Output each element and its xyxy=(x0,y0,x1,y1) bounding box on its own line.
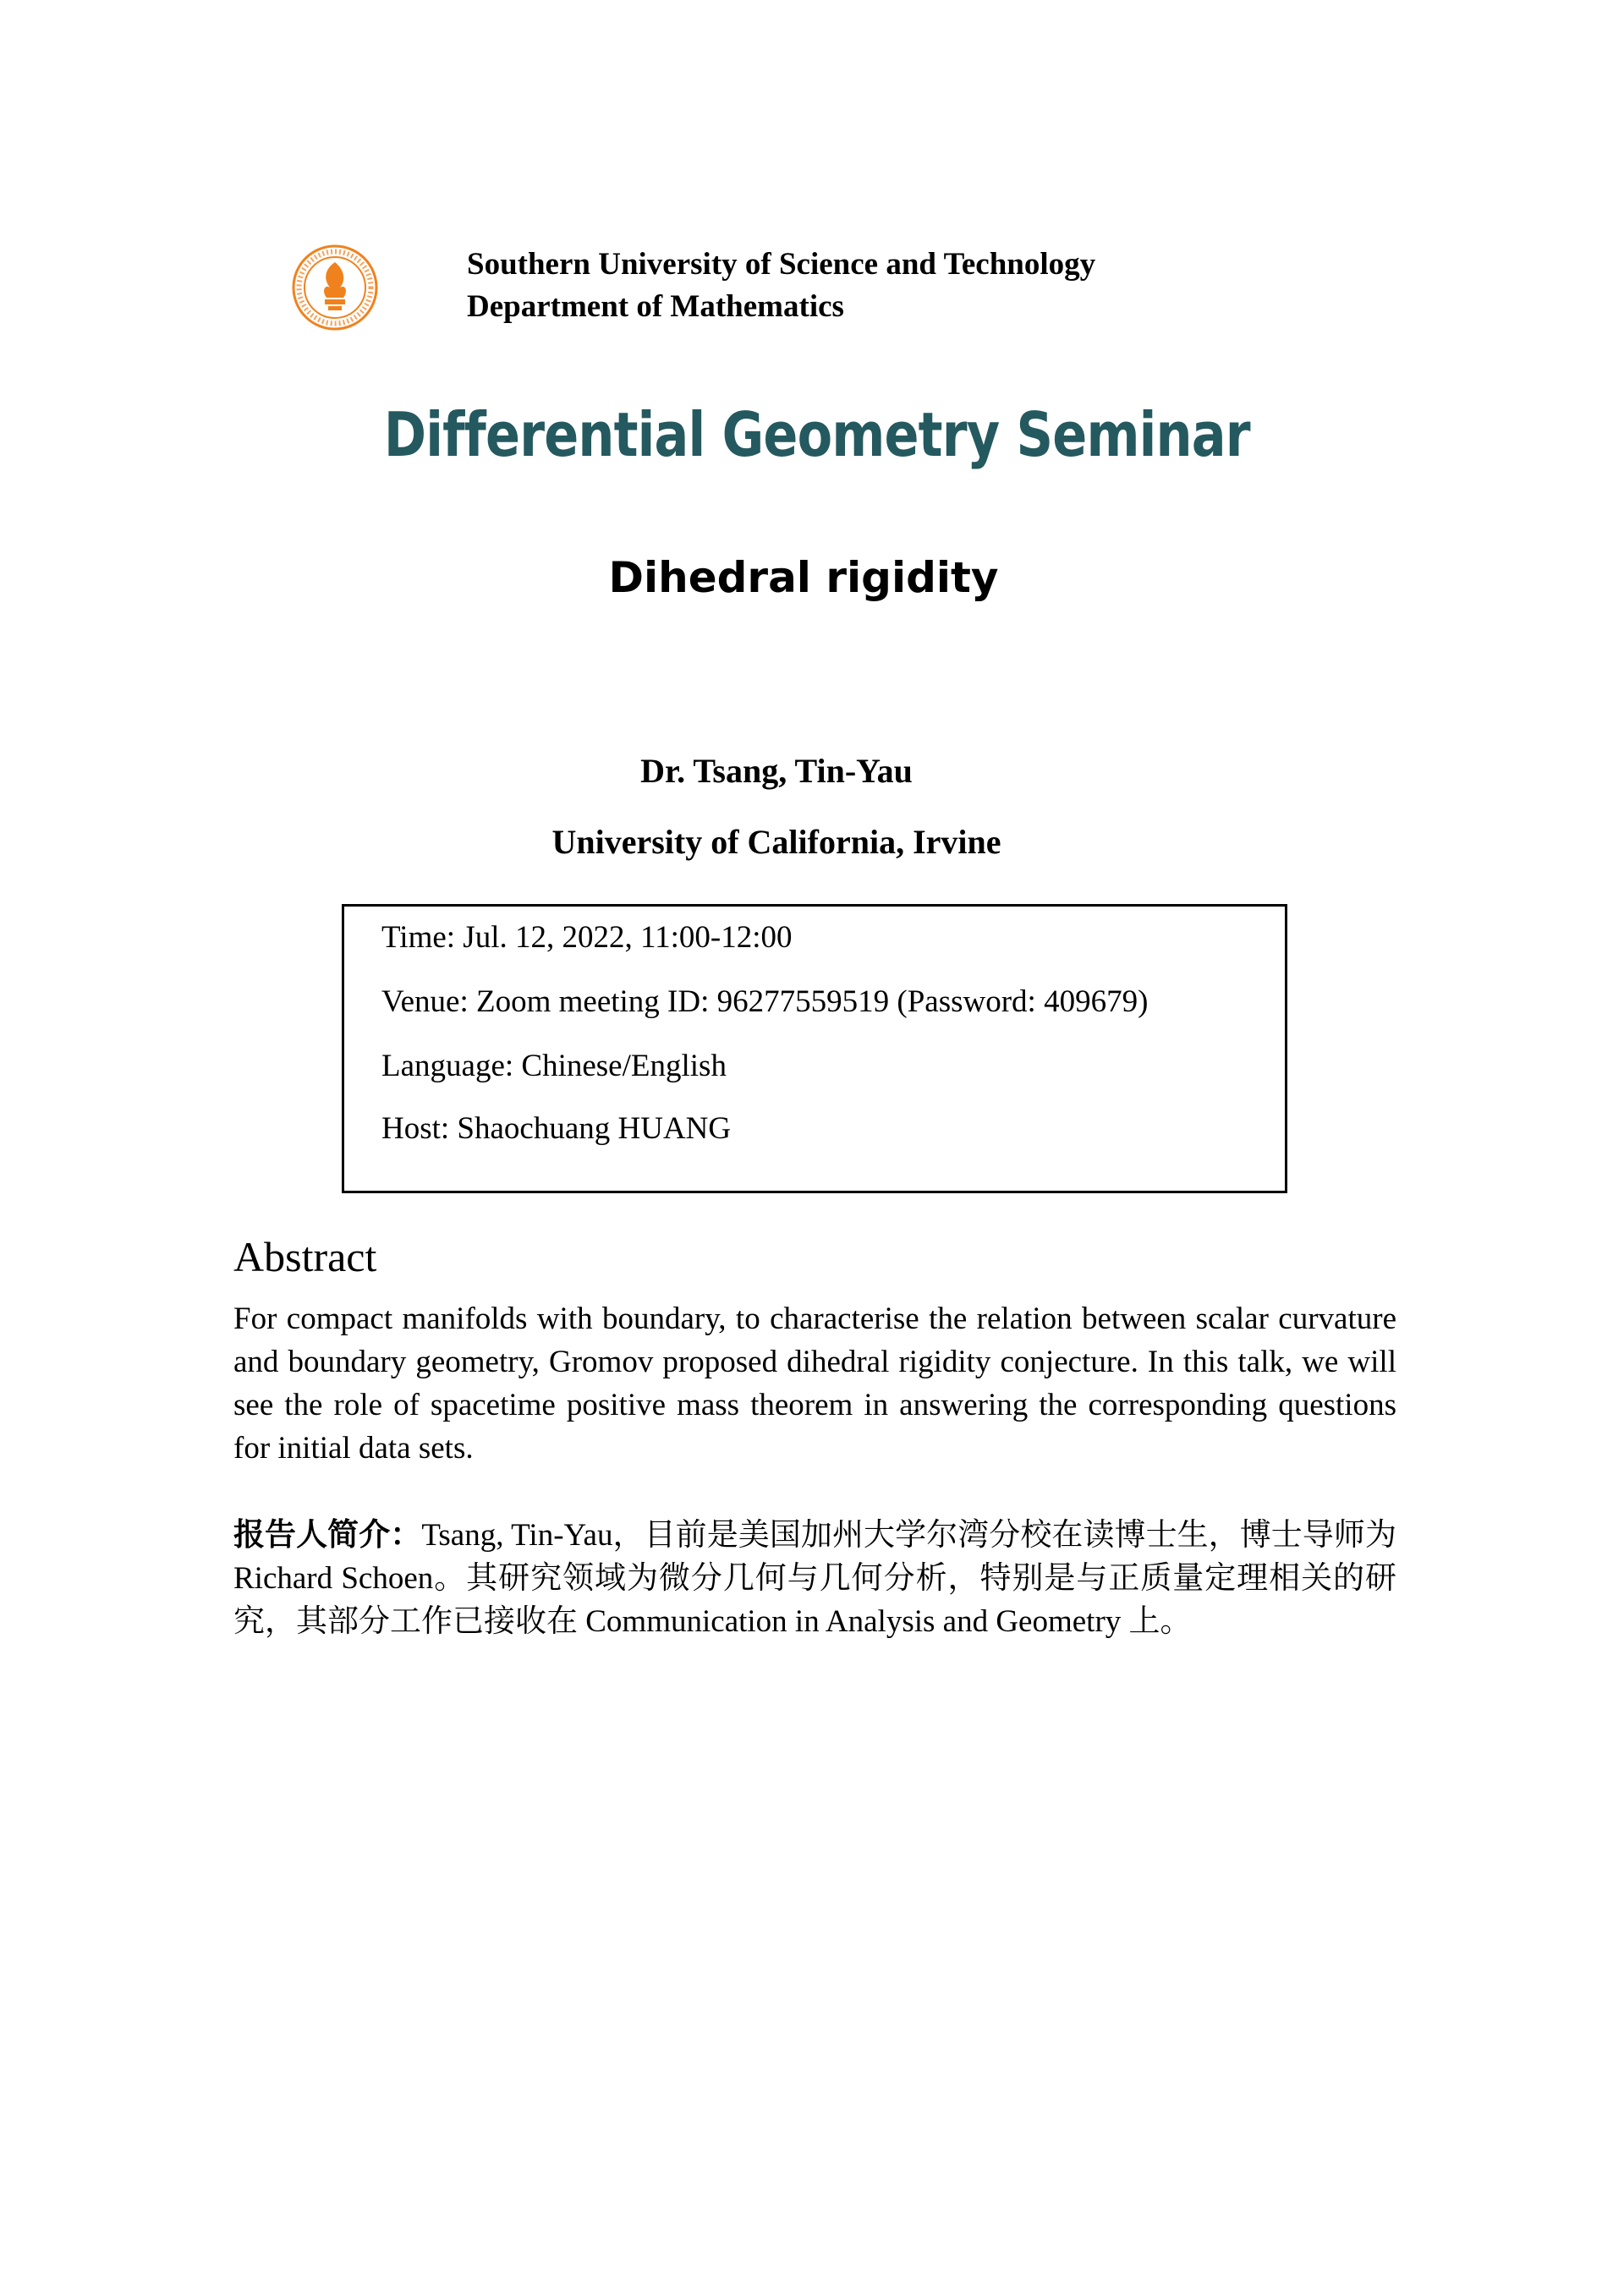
university-seal-icon xyxy=(291,244,379,332)
seminar-title: Differential Geometry Seminar xyxy=(383,399,1250,470)
institution-name: Southern University of Science and Technology xyxy=(467,247,1096,282)
info-host: Host: Shaochuang HUANG xyxy=(381,1111,732,1146)
abstract-text: For compact manifolds with boundary, to characterise the relation between scalar curvature and boundary geometry, Gromov proposed dihedral rigidity conjecture. In this talk, we will see the role of spacetime positive mass theorem in answering the corresponding questions for initial data sets. xyxy=(233,1301,1396,1466)
university-logo xyxy=(291,244,379,332)
abstract-heading: Abstract xyxy=(233,1233,377,1280)
info-language: Language: Chinese/English xyxy=(381,1049,727,1083)
speaker-bio xyxy=(233,1514,1396,1643)
institution-header xyxy=(467,244,1095,328)
event-info-box xyxy=(342,904,1287,1193)
department-name: Department of Mathematics xyxy=(467,289,844,324)
speaker-affiliation: University of California, Irvine xyxy=(551,823,1001,861)
info-venue: Venue: Zoom meeting ID: 96277559519 (Password: 409679) xyxy=(381,984,1149,1019)
talk-title: Dihedral rigidity xyxy=(608,553,999,602)
bio-label: 报告人简介： xyxy=(233,1518,422,1553)
speaker-name: Dr. Tsang, Tin-Yau xyxy=(640,752,913,790)
info-time: Time: Jul. 12, 2022, 11:00-12:00 xyxy=(381,920,793,955)
bio-text: Tsang, Tin-Yau，目前是美国加州大学尔湾分校在读博士生，博士导师为 Richard Schoen。其研究领域为微分几何与几何分析，特别是与正质量定理相关的研究，其部分工作已接收在 Communication in Analysis and Geometry 上。 xyxy=(233,1518,1396,1639)
